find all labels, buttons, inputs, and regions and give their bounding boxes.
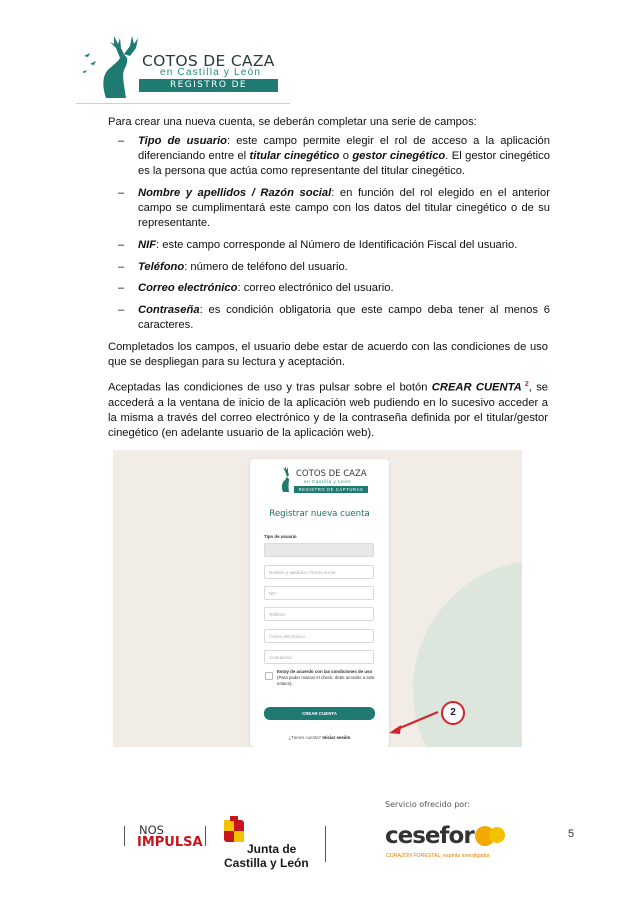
list-dash: – bbox=[118, 187, 125, 199]
header-band: REGISTRO DE CAPTURAS bbox=[139, 79, 278, 92]
user-type-label: Tipo de usuario bbox=[264, 534, 297, 539]
registration-screenshot bbox=[113, 450, 522, 747]
page-number: 5 bbox=[568, 828, 575, 840]
card-logo-title: COTOS DE CAZA bbox=[296, 469, 367, 479]
service-label: Servicio ofrecido por: bbox=[385, 800, 471, 809]
phone-field[interactable]: Teléfono bbox=[264, 607, 374, 621]
term: Correo electrónico bbox=[138, 282, 238, 294]
text: : en función del rol elegido en el anterior campo se cumplimentará este campo con los datos del titular cinegético o de su representante. bbox=[138, 187, 550, 230]
term: Tipo de usuario bbox=[138, 135, 228, 147]
list-item-contrasena bbox=[118, 303, 550, 333]
terms-label: Estoy de acuerdo con las condiciones de uso bbox=[277, 669, 373, 674]
intro-paragraph: Para crear una nueva cuenta, se deberán completar una serie de campos: bbox=[108, 116, 477, 128]
terms-checkbox[interactable] bbox=[265, 672, 273, 680]
list-dash: – bbox=[118, 239, 125, 251]
term: titular cinegético bbox=[249, 150, 340, 163]
card-logo-band: REGISTRO DE CAPTURAS bbox=[294, 486, 368, 493]
email-field[interactable]: Correo electrónico bbox=[264, 629, 374, 643]
junta-line1: Junta de bbox=[247, 842, 297, 856]
callout-badge: 2 bbox=[441, 701, 465, 725]
divider bbox=[325, 826, 326, 862]
cesefor-tagline: CORAZÓN FORESTAL, espíritu investigador bbox=[386, 853, 490, 859]
text: : número de teléfono del usuario. bbox=[184, 261, 348, 273]
text: : este campo corresponde al Número de Identificación Fiscal del usuario. bbox=[156, 239, 518, 251]
list-item-nombre bbox=[118, 186, 550, 232]
text: : correo electrónico del usuario. bbox=[237, 282, 394, 294]
register-card bbox=[250, 459, 389, 747]
divider bbox=[205, 826, 206, 846]
name-field[interactable]: Nombre y apellidos / Razón social bbox=[264, 565, 374, 579]
cesefor-logo bbox=[385, 823, 474, 849]
login-link[interactable]: Iniciar sesión bbox=[322, 735, 351, 740]
term: Nombre y apellidos / Razón social bbox=[138, 187, 332, 199]
list-dash: – bbox=[118, 304, 125, 316]
text: Aceptadas las condiciones de uso y tras pulsar sobre el botón bbox=[108, 381, 432, 394]
card-logo-subtitle: en Castilla y León bbox=[304, 479, 351, 484]
term: Teléfono bbox=[138, 261, 185, 273]
login-question: ¿Tienes cuenta? bbox=[288, 735, 323, 740]
term: Contraseña bbox=[138, 304, 200, 316]
terms-note[interactable]: (Para poder marcar el check, debe acceder a este enlace). bbox=[277, 675, 375, 686]
header-title: COTOS DE CAZA bbox=[142, 52, 275, 70]
term: NIF bbox=[138, 239, 157, 251]
form-title: Registrar nueva cuenta bbox=[269, 509, 370, 519]
list-item-nif bbox=[118, 238, 550, 253]
divider bbox=[124, 826, 125, 846]
user-type-select[interactable] bbox=[264, 543, 374, 557]
cesefor-tree-icon bbox=[473, 822, 507, 848]
header-subtitle: en Castilla y León bbox=[160, 67, 262, 78]
list-item-telefono bbox=[118, 260, 550, 275]
text: , se accederá a la ventana de inicio de la aplicación web pudiendo en lo sucesivo acceder a la misma a través del correo electrónico y de la contraseña definida por el titular/gestor cinegético (en adelante usuario de la aplicación web). bbox=[108, 381, 549, 440]
list-item-tipo-usuario bbox=[118, 134, 550, 180]
header-divider bbox=[76, 103, 290, 104]
crear-cuenta-ref: CREAR CUENTA bbox=[431, 381, 522, 394]
list-dash: – bbox=[118, 135, 125, 147]
callout-ref: 2 bbox=[521, 381, 529, 388]
login-prompt bbox=[250, 735, 389, 740]
terms-text bbox=[277, 669, 377, 687]
list-item-correo bbox=[118, 281, 550, 296]
completed-paragraph: Completados los campos, el usuario debe estar de acuerdo con las condiciones de uso que se despliegan para su lectura y aceptación. bbox=[108, 341, 548, 369]
coat-of-arms-icon bbox=[223, 816, 245, 844]
text: : este campo permite elegir el rol de acceso a la aplicación diferenciando entre el bbox=[138, 135, 550, 163]
cesefor-wordmark: cesefor bbox=[385, 823, 474, 849]
accept-paragraph bbox=[108, 377, 548, 442]
text: o bbox=[339, 150, 353, 163]
password-field[interactable]: Contraseña bbox=[264, 650, 374, 664]
list-dash: – bbox=[118, 282, 125, 294]
impulsa-label: IMPULSA bbox=[137, 835, 203, 850]
nos-label: NOS bbox=[139, 823, 164, 837]
text: : es condición obligatoria que este campo deba tener al menos 6 caracteres. bbox=[138, 304, 550, 332]
term: gestor cinegético bbox=[352, 150, 446, 163]
list-dash: – bbox=[118, 261, 125, 273]
text: . El gestor cinegético es la persona que actúa como representante del titular cinegético. bbox=[138, 150, 550, 178]
nif-field[interactable]: NIF bbox=[264, 586, 374, 600]
crear-cuenta-button[interactable]: CREAR CUENTA bbox=[264, 707, 375, 720]
junta-line2: Castilla y León bbox=[224, 856, 309, 870]
